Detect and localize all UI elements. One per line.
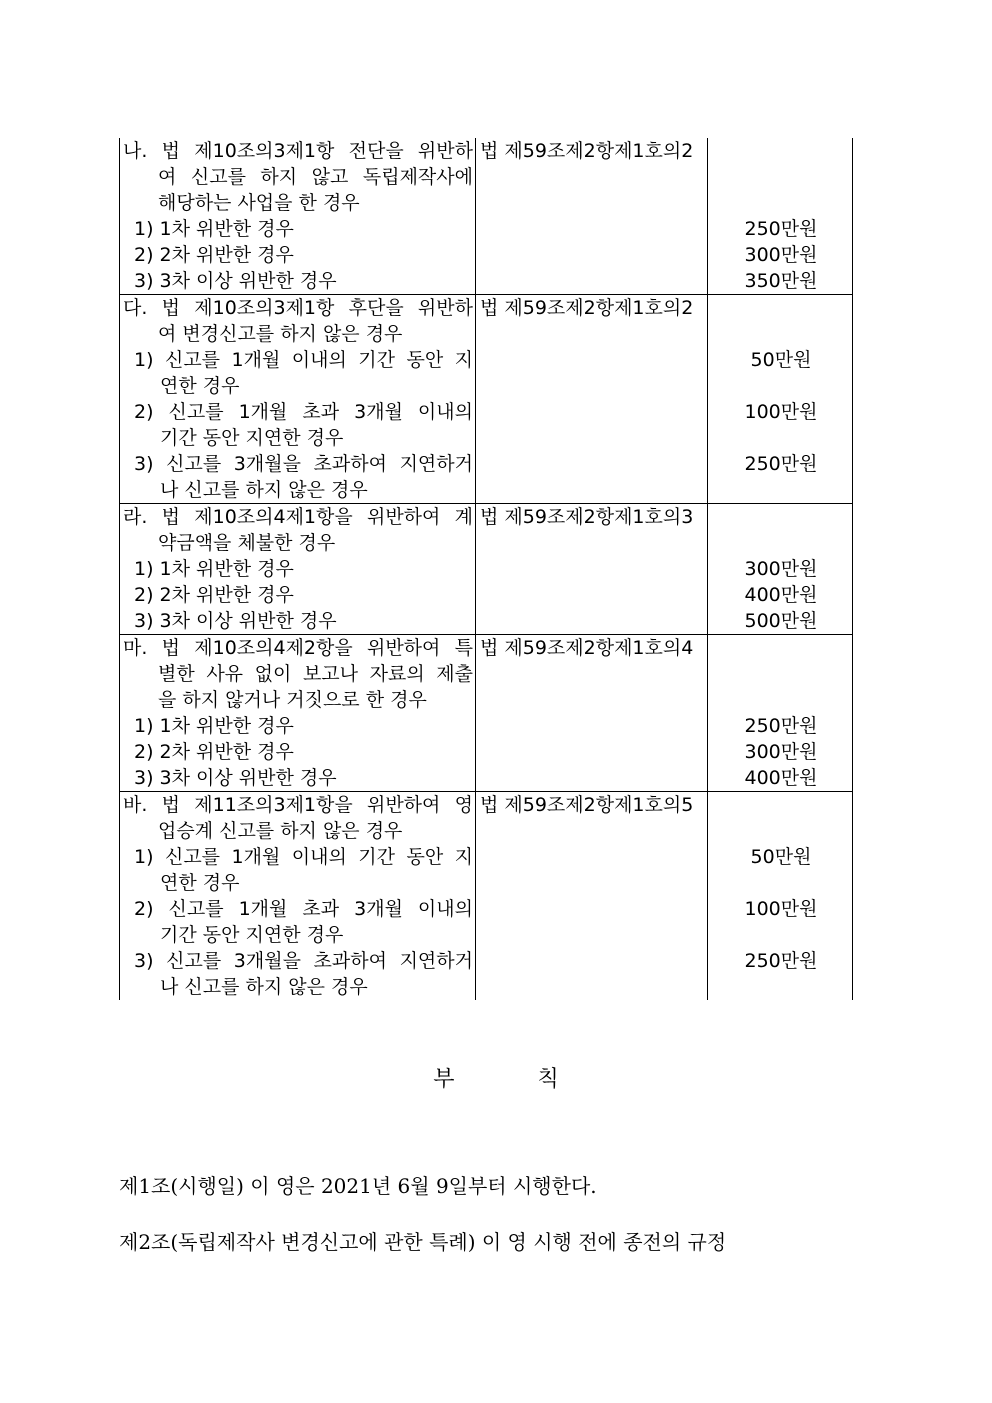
violation-line: 2) 신고를 1개월 초과 3개월 이내의 [134, 898, 473, 920]
fine-amount [708, 373, 852, 399]
fine-amount: 250만원 [744, 218, 818, 240]
violation-line: 3) 3차 이상 위반한 경우 [134, 610, 337, 632]
legal-basis-cell [476, 792, 708, 1000]
table-row [119, 634, 853, 791]
violation-cell [119, 504, 476, 634]
violation-line: 기간 동안 지연한 경우 [160, 427, 344, 449]
violation-cell [119, 635, 476, 791]
violation-line: 2) 2차 위반한 경우 [134, 244, 294, 266]
fine-amount [708, 530, 852, 556]
fine-amount [708, 504, 852, 530]
violation-cell [119, 295, 476, 503]
legal-basis-text: 법 제59조제2항제1호의2 [480, 140, 694, 162]
fine-amount [708, 661, 852, 687]
appendix-heading-char: 칙 [537, 1067, 559, 1092]
penalty-table [119, 138, 853, 1000]
violation-line: 을 하지 않거나 거짓으로 한 경우 [158, 689, 427, 711]
fine-amount [708, 792, 852, 818]
fine-amount-cell [708, 635, 853, 791]
violation-line: 바. 법 제11조의3제1항을 위반하여 영 [123, 794, 473, 816]
fine-amount [708, 164, 852, 190]
fine-amount [708, 190, 852, 216]
legal-basis-text: 법 제59조제2항제1호의3 [480, 506, 694, 528]
violation-cell [119, 792, 476, 1000]
violation-line: 나. 법 제10조의3제1항 전단을 위반하 [123, 140, 473, 162]
violation-line: 나 신고를 하지 않은 경우 [160, 976, 368, 998]
fine-amount: 400만원 [744, 584, 818, 606]
table-row [119, 791, 853, 1000]
fine-amount: 250만원 [744, 950, 818, 972]
violation-line: 2) 2차 위반한 경우 [134, 741, 294, 763]
fine-amount: 100만원 [744, 898, 818, 920]
appendix-heading-char: 부 [433, 1067, 455, 1092]
fine-amount: 100만원 [744, 401, 818, 423]
fine-amount: 50만원 [750, 349, 812, 371]
fine-amount: 50만원 [750, 846, 812, 868]
violation-line: 업승계 신고를 하지 않은 경우 [158, 820, 403, 842]
fine-amount [708, 687, 852, 713]
article-1: 제1조(시행일) 이 영은 2021년 6월 9일부터 시행한다. [119, 1174, 597, 1198]
fine-amount: 350만원 [744, 270, 818, 292]
violation-line: 마. 법 제10조의4제2항을 위반하여 특 [123, 637, 473, 659]
fine-amount [708, 295, 852, 321]
violation-line: 3) 3차 이상 위반한 경우 [134, 767, 337, 789]
fine-amount [708, 425, 852, 451]
legal-basis-cell [476, 504, 708, 634]
violation-line: 해당하는 사업을 한 경우 [158, 192, 360, 214]
legal-basis-cell [476, 295, 708, 503]
legal-basis-text: 법 제59조제2항제1호의5 [480, 794, 694, 816]
fine-amount-cell [708, 138, 853, 294]
fine-amount: 300만원 [744, 741, 818, 763]
legal-basis-text: 법 제59조제2항제1호의2 [480, 297, 694, 319]
fine-amount: 300만원 [744, 558, 818, 580]
fine-amount [708, 138, 852, 164]
fine-amount [708, 922, 852, 948]
fine-amount [708, 870, 852, 896]
violation-line: 연한 경우 [160, 375, 240, 397]
fine-amount [708, 818, 852, 844]
fine-amount: 300만원 [744, 244, 818, 266]
violation-line: 3) 3차 이상 위반한 경우 [134, 270, 337, 292]
violation-line: 여 신고를 하지 않고 독립제작사에 [158, 166, 473, 188]
fine-amount [708, 321, 852, 347]
violation-line: 3) 신고를 3개월을 초과하여 지연하거 [134, 453, 473, 475]
violation-line: 1) 신고를 1개월 이내의 기간 동안 지 [134, 846, 473, 868]
violation-line: 2) 2차 위반한 경우 [134, 584, 294, 606]
table-row [119, 503, 853, 634]
violation-cell [119, 138, 476, 294]
violation-line: 1) 신고를 1개월 이내의 기간 동안 지 [134, 349, 473, 371]
fine-amount: 400만원 [744, 767, 818, 789]
fine-amount [708, 635, 852, 661]
fine-amount-cell [708, 295, 853, 503]
fine-amount-cell [708, 792, 853, 1000]
fine-amount: 250만원 [744, 453, 818, 475]
violation-line: 2) 신고를 1개월 초과 3개월 이내의 [134, 401, 473, 423]
violation-line: 3) 신고를 3개월을 초과하여 지연하거 [134, 950, 473, 972]
legal-basis-cell [476, 635, 708, 791]
violation-line: 기간 동안 지연한 경우 [160, 924, 344, 946]
violation-line: 나 신고를 하지 않은 경우 [160, 479, 368, 501]
legal-basis-text: 법 제59조제2항제1호의4 [480, 637, 694, 659]
article-2: 제2조(독립제작사 변경신고에 관한 특례) 이 영 시행 전에 종전의 규정 [119, 1230, 727, 1254]
legal-basis-cell [476, 138, 708, 294]
table-row [119, 138, 853, 294]
violation-line: 라. 법 제10조의4제1항을 위반하여 계 [123, 506, 473, 528]
violation-line: 1) 1차 위반한 경우 [134, 715, 294, 737]
violation-line: 여 변경신고를 하지 않은 경우 [158, 323, 403, 345]
fine-amount-cell [708, 504, 853, 634]
violation-line: 연한 경우 [160, 872, 240, 894]
fine-amount: 250만원 [744, 715, 818, 737]
fine-amount [708, 974, 852, 1000]
violation-line: 1) 1차 위반한 경우 [134, 558, 294, 580]
violation-line: 1) 1차 위반한 경우 [134, 218, 294, 240]
appendix-heading [0, 1062, 992, 1093]
fine-amount [708, 477, 852, 503]
table-row [119, 294, 853, 503]
violation-line: 약금액을 체불한 경우 [158, 532, 336, 554]
fine-amount: 500만원 [744, 610, 818, 632]
violation-line: 별한 사유 없이 보고나 자료의 제출 [158, 663, 473, 685]
violation-line: 다. 법 제10조의3제1항 후단을 위반하 [123, 297, 473, 319]
